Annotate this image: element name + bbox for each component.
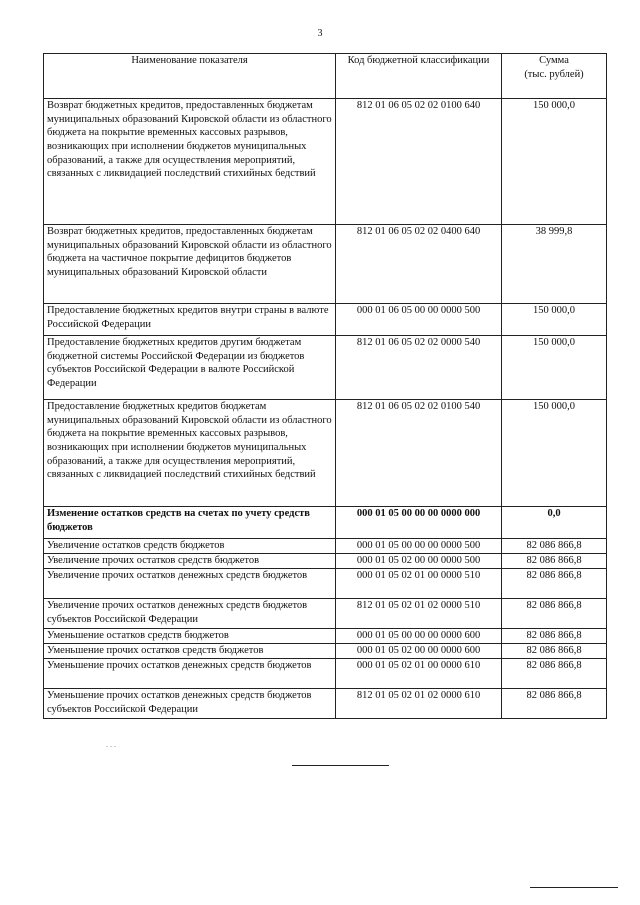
- table-row: [44, 644, 607, 659]
- header-code: Код бюджетной классификации: [336, 54, 502, 99]
- row-code: 000 01 05 02 00 00 0000 600: [336, 644, 502, 659]
- row-code: 812 01 06 05 02 02 0000 540: [336, 336, 502, 400]
- row-code: 812 01 06 05 02 02 0100 640: [336, 99, 502, 225]
- scan-speck: . . .: [106, 740, 116, 749]
- budget-sources-table: [43, 53, 607, 719]
- row-name: Уменьшение прочих остатков денежных средств бюджетов субъектов Российской Федерации: [44, 689, 336, 719]
- row-name: Увеличение остатков средств бюджетов: [44, 539, 336, 554]
- row-code: 000 01 05 00 00 00 0000 600: [336, 629, 502, 644]
- row-sum: 82 086 866,8: [502, 569, 607, 599]
- table-row: [44, 659, 607, 689]
- row-name: Предоставление бюджетных кредитов другим бюджетам бюджетной системы Российской Федерации из бюджетов субъектов Российской Федерации в валюте Российской Федерации: [44, 336, 336, 400]
- row-code: 812 01 06 05 02 02 0100 540: [336, 400, 502, 507]
- row-sum: 38 999,8: [502, 225, 607, 304]
- row-name: Увеличение прочих остатков средств бюджетов: [44, 554, 336, 569]
- row-sum: 0,0: [502, 507, 607, 539]
- table-row: [44, 689, 607, 719]
- row-name: Увеличение прочих остатков денежных средств бюджетов: [44, 569, 336, 599]
- table-row: [44, 507, 607, 539]
- header-name: Наименование показателя: [44, 54, 336, 99]
- row-code: 000 01 05 00 00 00 0000 500: [336, 539, 502, 554]
- row-sum: 150 000,0: [502, 304, 607, 336]
- row-sum: 82 086 866,8: [502, 629, 607, 644]
- row-sum: 82 086 866,8: [502, 659, 607, 689]
- row-sum: 82 086 866,8: [502, 644, 607, 659]
- row-name: Предоставление бюджетных кредитов бюджетам муниципальных образований Кировской области из областного бюджета на покрытие временных кассовых разрывов, возникающих при исполнении бюджетов муниципальных образований, а также для осуществления мероприятий, связанных с ликвидацией последствий стихийных бедствий: [44, 400, 336, 507]
- row-code: 000 01 06 05 00 00 0000 500: [336, 304, 502, 336]
- header-sum-line2: (тыс. рублей): [524, 68, 584, 80]
- table-row: [44, 304, 607, 336]
- corner-rule: [530, 887, 618, 888]
- table-header-row: [44, 54, 607, 99]
- row-name: Возврат бюджетных кредитов, предоставленных бюджетам муниципальных образований Кировской области из областного бюджета на покрытие временных кассовых разрывов, возникающих при исполнении бюджетов муниципальных образований, а также для осуществления мероприятий, связанных с ликвидацией последствий стихийных бедствий: [44, 99, 336, 225]
- row-code: 000 01 05 02 01 00 0000 510: [336, 569, 502, 599]
- row-code: 812 01 06 05 02 02 0400 640: [336, 225, 502, 304]
- row-sum: 150 000,0: [502, 99, 607, 225]
- row-name: Изменение остатков средств на счетах по учету средств бюджетов: [44, 507, 336, 539]
- row-code: 000 01 05 02 00 00 0000 500: [336, 554, 502, 569]
- row-sum: 82 086 866,8: [502, 554, 607, 569]
- table-row: [44, 554, 607, 569]
- row-sum: 150 000,0: [502, 336, 607, 400]
- row-name: Предоставление бюджетных кредитов внутри страны в валюте Российской Федерации: [44, 304, 336, 336]
- table-row: [44, 225, 607, 304]
- end-of-document-rule: [292, 765, 389, 766]
- row-sum: 82 086 866,8: [502, 539, 607, 554]
- row-name: Возврат бюджетных кредитов, предоставленных бюджетам муниципальных образований Кировской области из областного бюджета на частичное покрытие дефицитов бюджетов муниципальных образований Кировской области: [44, 225, 336, 304]
- table-row: [44, 99, 607, 225]
- row-code: 000 01 05 02 01 00 0000 610: [336, 659, 502, 689]
- row-name: Уменьшение прочих остатков средств бюджетов: [44, 644, 336, 659]
- row-name: Уменьшение остатков средств бюджетов: [44, 629, 336, 644]
- page-number: 3: [317, 28, 323, 39]
- header-sum-line1: Сумма: [539, 55, 569, 66]
- row-code: 000 01 05 00 00 00 0000 000: [336, 507, 502, 539]
- header-sum: [502, 54, 607, 99]
- table-row: [44, 336, 607, 400]
- table-row: [44, 599, 607, 629]
- row-code: 812 01 05 02 01 02 0000 510: [336, 599, 502, 629]
- row-name: Уменьшение прочих остатков денежных средств бюджетов: [44, 659, 336, 689]
- table-row: [44, 539, 607, 554]
- row-name: Увеличение прочих остатков денежных средств бюджетов субъектов Российской Федерации: [44, 599, 336, 629]
- row-code: 812 01 05 02 01 02 0000 610: [336, 689, 502, 719]
- table-row: [44, 569, 607, 599]
- table-row: [44, 629, 607, 644]
- row-sum: 82 086 866,8: [502, 689, 607, 719]
- row-sum: 82 086 866,8: [502, 599, 607, 629]
- table-row: [44, 400, 607, 507]
- row-sum: 150 000,0: [502, 400, 607, 507]
